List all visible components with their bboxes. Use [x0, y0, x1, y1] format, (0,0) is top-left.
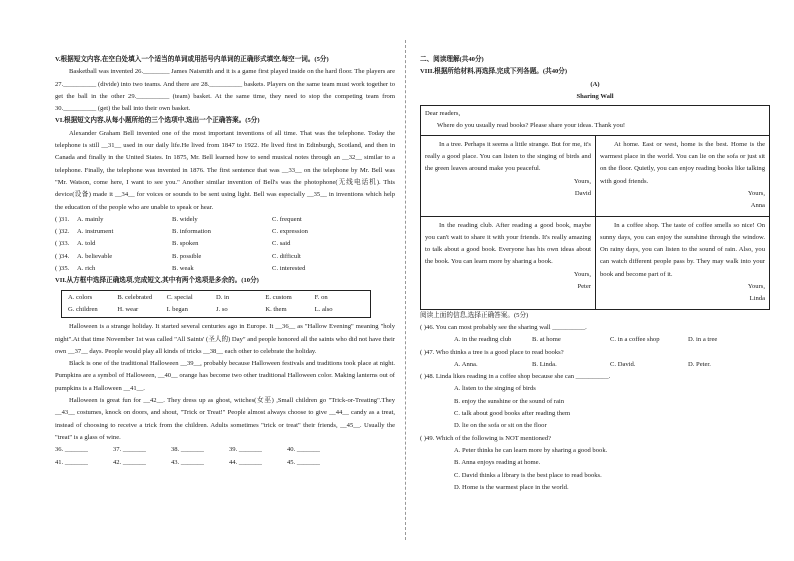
wall-question: Where do you usually read books? Please share your ideas. Thank you!: [437, 122, 626, 130]
answer-blank[interactable]: 44. _______: [229, 458, 262, 466]
answer-blank[interactable]: 43. _______: [171, 458, 204, 466]
part-2-heading: 二、阅读理解(共40分): [420, 56, 484, 63]
answer-blank[interactable]: 45. _______: [287, 458, 320, 466]
question-34[interactable]: ( ) 34. A. believable B. possible C. difficult: [55, 252, 301, 260]
bank-option: G. children: [68, 305, 98, 313]
bank-option: I. began: [166, 305, 188, 313]
bank-option: D. in: [215, 293, 230, 301]
answer-blank[interactable]: 39. _______: [229, 446, 262, 454]
question-31[interactable]: ( ) 31. A. mainly B. widely C. frequent: [55, 215, 302, 223]
left-column: [55, 54, 395, 469]
bank-option: H. wear: [117, 305, 139, 313]
section-6-options: [55, 214, 395, 275]
section-7-heading: VII.从方框中选择正确选项,完成短文,其中有两个选项是多余的。(10分): [55, 277, 259, 285]
sharing-wall-title: Sharing Wall: [576, 92, 614, 100]
section-5-passage: Basketball was invented 26.________ James Naismith and it is a game first played inside on the hard floor. The players are 27.__________ (divide) into two teams. And there are 28.__________ baskets. Players on the same team must work together to get the ball in the other 29.__________ (team) basket. At the same time, they need to stop the competing team from 30.__________ (get) the ball into their own basket.: [55, 68, 395, 113]
question-49[interactable]: ( )49. Which of the following is NOT mentioned? A. Peter thinks he can learn more by sharing a good book. B. Anna enjoys reading at home. C. David thinks a library is the best place to read books. D. Home is the warmest place in the world.: [420, 434, 608, 491]
right-column: [420, 54, 770, 494]
bank-option: L. also: [314, 305, 333, 313]
answer-blank[interactable]: 42. _______: [113, 458, 146, 466]
wall-intro: [421, 106, 769, 136]
greeting: Dear readers,: [425, 110, 461, 118]
section-5-heading: V.根据短文内容,在空白处填入一个适当的单词或用括号内单词的正确形式填空,每空一词。(5分): [55, 56, 329, 63]
bank-option: J. so: [215, 305, 228, 313]
question-35[interactable]: ( ) 35. A. rich B. weak C. interested: [55, 265, 306, 273]
post-anna: At home. East or west, home is the best. Home is the warmest place in the world. You can lie on the sofa or just sit on the floor. Quietly, you can enjoy reading books like talking with good friends. Yours, Anna: [595, 136, 769, 216]
bank-option: C. special: [166, 293, 193, 301]
bank-option: F. on: [314, 293, 328, 301]
question-47[interactable]: ( )47. Who thinks a tree is a good place to read books? A. Anna. B. Linda. C. David. D. Peter.: [420, 348, 711, 368]
section-7-passage-2: Black is one of the traditional Halloween __39__, probably because Halloween festivals and traditions took place at night. Pumpkins are a symbol of Halloween, __40__ orange has become two other traditional Halloween color. Making lanterns out of pumpkins is a Halloween __41__.: [55, 360, 395, 392]
section-7-passage-3: Halloween is great fun for __42__. They dress up as ghost, witches(女巫) ,Small children go "Trick-or-Treating".They __43__ costumes, knock on doors, and shout, "Trick or Treat!" People almost always choose to give __44__ candy as a treat, instead of choosing to receive a trick from the children. Adults sometimes "trick or treat" their friends, __45__. Usually the "treat" is a glass of wine.: [55, 397, 395, 441]
sharing-wall-table: [420, 105, 770, 309]
answer-blank[interactable]: 38. _______: [171, 446, 204, 454]
answer-row-1: [55, 444, 395, 456]
post-peter: In the reading club. After reading a good book, maybe you can't wait to share it with your friends. It's really amazing to talk about a good book. Everyone has his own ideas about the book. You can learn more by sharing a book. Yours, Peter: [425, 221, 591, 291]
wall-row-1: [421, 136, 769, 216]
page-divider: [405, 40, 406, 540]
answer-row-2: [55, 457, 395, 469]
question-32[interactable]: ( ) 32. A. instrument B. information C. expression: [55, 228, 308, 236]
word-bank: [61, 290, 371, 319]
answer-blank[interactable]: 40. _______: [287, 446, 320, 454]
question-48[interactable]: ( )48. Linda likes reading in a coffee shop because she can __________. A. listen to the singing of birds B. enjoy the sunshine or the sound of rain C. talk about good books after reading them D. lie on the sofa or sit on the floor: [420, 373, 611, 430]
post-linda: In a coffee shop. The taste of coffee smells so nice! On sunny days, you can enjoy the sunshine through the window. On rainy days, you can listen to the sound of rain. Also, you can watch different people pass by. They may walk into your book and become part of it. Yours, Linda: [595, 217, 769, 309]
wall-row-2: [421, 216, 769, 309]
answer-blank[interactable]: 37. _______: [113, 446, 146, 454]
section-6-passage: Alexander Graham Bell invented one of the most important inventions of all time. That was the telephone. Today the telephone is still __31__ used in our daily life.He lived from 1847 to 1922. He lived first in Edinburgh, Scotland, and then in Canada and finally in the United States. In 1875, Mr. Bell learned how to send musical notes through an __32__ similar to a telephone. Finally, the telephone was invented in 1876. The first sentence that was __33__ on the telephone by Mr. Bell was "Mr. Watson, come here, I want to see you." Another similar invention of Bell's was the photophone(无线电话机). This device(设备) made it __34__ for voices or sounds to be sent using light. Bell was especially __35__ in inventions which help the education of the people who are unable to speak or hear.: [55, 129, 395, 211]
bank-option: A. colors: [68, 293, 93, 301]
questions-instruction: 阅读上面的信息,选择正确答案。(5分): [420, 311, 529, 319]
section-6-heading: VI.根据短文内容,从每小题所给的三个选项中,选出一个正确答案。(5分): [55, 117, 260, 125]
post-david: In a tree. Perhaps it seems a little strange. But for me, it's really a good place. You can listen to the singing of birds and the green leaves around make you peaceful. Yours, David: [425, 140, 591, 197]
section-7-passage-1: Halloween is a strange holiday. It started several centuries ago in Europe. It __36__ as "Hallow Evening" meaning "holy night".At that time November 1st was called "All Saints' (圣人的) Day" and people honored all the saints who did not have their own __37__ days. People would play all kinds of tricks __38__ each other to celebrate the holiday.: [55, 323, 395, 355]
bank-option: E. custom: [265, 293, 292, 301]
bank-option: B. celebrated: [117, 293, 153, 301]
section-8-heading: VIII.根据所给材料,再选择,完成下列各题。(共40分): [420, 68, 568, 76]
answer-blank[interactable]: 41. _______: [55, 458, 88, 466]
question-46[interactable]: ( )46. You can most probably see the sharing wall __________. A. in the reading club B. at home C. in a coffee shop D. in a tree: [420, 323, 718, 344]
answer-blank[interactable]: 36. _______: [55, 446, 88, 454]
passage-label: (A): [590, 80, 600, 88]
question-33[interactable]: ( ) 33. A. told B. spoken C. said: [55, 240, 291, 248]
bank-option: K. them: [265, 305, 287, 313]
